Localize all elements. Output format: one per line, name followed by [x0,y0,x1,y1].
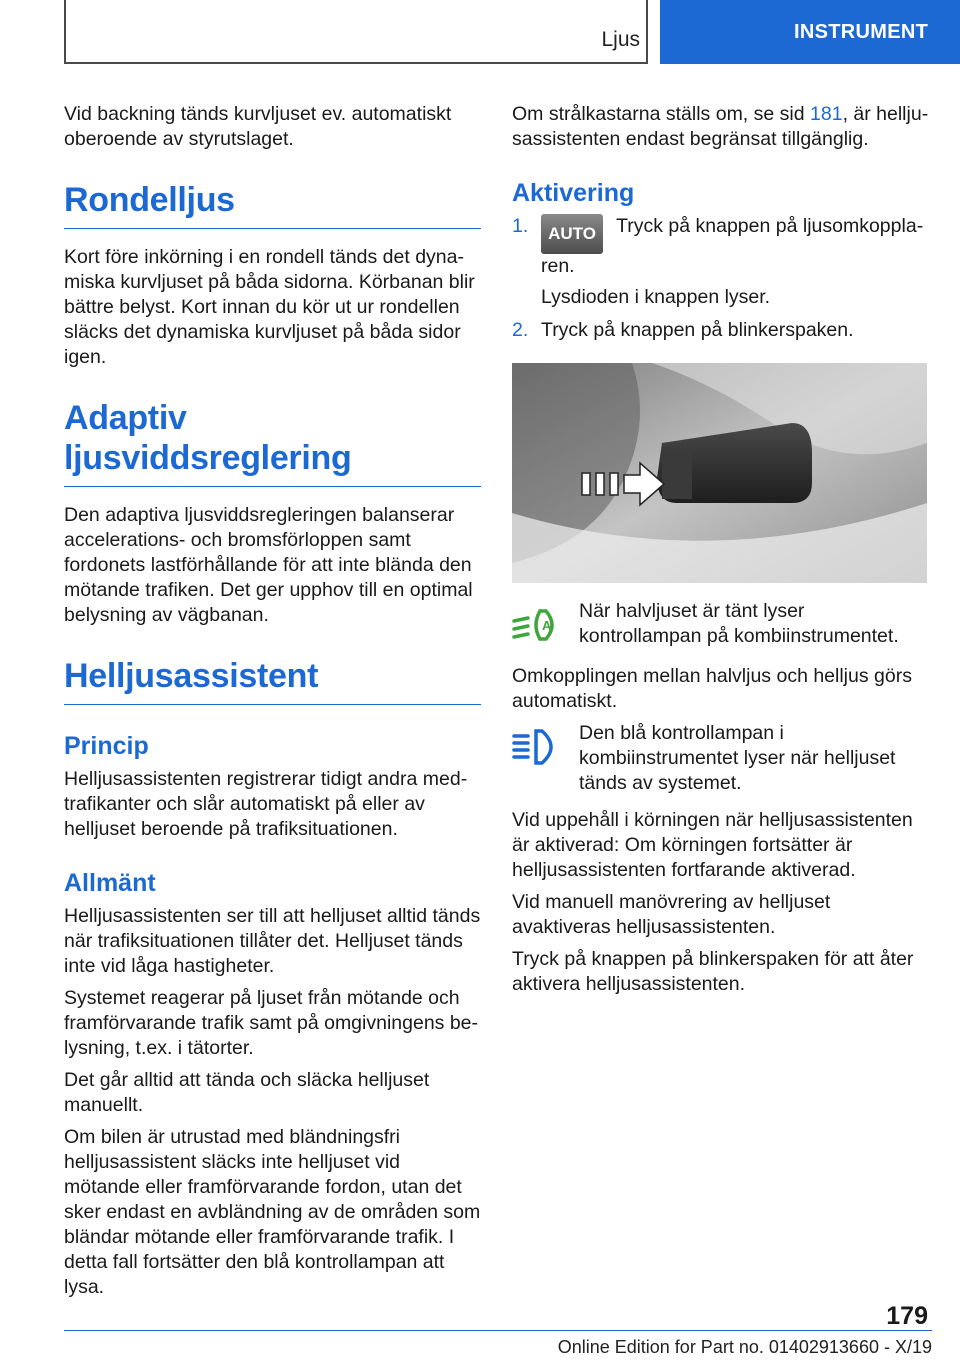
footer-edition: Online Edition for Part no. 01402913660 - X/19 [557,1337,932,1357]
right-intro-a: Om strålkastarna ställs om, se sid [512,103,811,125]
heading-princip: Princip [64,732,149,760]
low-beam-green-icon [512,599,579,652]
green-indicator-text: När halvljuset är tänt lyser kontrollampan på kombiinstrumentet. [579,600,899,647]
adaptiv-text: Den adaptiva ljusviddsregleringen balanserar accelerations- och bromsförloppen samt fordonets lastförhållande för att inte blända den mötande trafiken. Det ger upphov till en optimal belysning av vägbanan. [64,504,473,626]
chapter-tab[interactable]: INSTRUMENT [660,0,960,64]
right-column [512,102,930,1004]
footer-divider [64,1330,932,1331]
right-intro [512,102,930,152]
blue-indicator-row [512,721,930,796]
svg-text:A: A [542,618,552,633]
uppehall-text: Vid uppehåll i körningen när helljusassistenten är aktiverad: Om körningen fortsätter är helljusassistenten fortfarande aktiverad. [512,809,913,881]
turn-signal-lever-photo [512,363,927,583]
header-box [64,0,648,64]
blue-indicator-text: Den blå kontrollampan i kombiinstrumentet lyser när helljuset tänds av systemet. [579,722,896,794]
high-beam-blue-icon [512,721,579,796]
allmant-text-2: Systemet reagerar på ljuset från mötande och framförvarande trafik samt på omgivningens belysning, t.ex. i tätorter. [64,987,479,1059]
manuell-text: Vid manuell manövrering av helljuset avaktiveras helljusassistenten. [512,891,831,938]
allmant-text-3: Det går alltid att tända och släcka helljuset manuellt. [64,1069,430,1116]
allmant-text-1: Helljusassistenten ser till att helljuset alltid tänds när trafiksituationen tillåter det. Helljuset tänds inte vid låga hastigheter. [64,905,481,977]
step-1-body [541,214,930,279]
heading-allmant: Allmänt [64,869,156,897]
green-indicator-row [512,599,930,652]
step-1-text: Tryck på knappen på ljusomkopplaren. [541,215,924,277]
heading-helljusassistent: Helljusassistent [64,656,481,705]
step-1-subtext: Lysdioden i knappen lyser. [541,286,771,308]
princip-text: Helljusassistenten registrerar tidigt andra medtrafikanter och slår automatiskt på eller av helljuset beroende på trafiksituationen. [64,768,468,840]
step-1 [512,214,930,279]
left-column [64,102,481,1307]
step-2 [512,318,930,343]
right-intro-b: , är helljusassistenten endast begränsat tillgänglig. [512,103,929,150]
allmant-text-4: Om bilen är utrustad med bländningsfri helljusassistent släcks inte helljuset vid mötande eller framförvarande fordon, utan det sker endast en avbländning av de områden som bländar mötande eller framförvarande trafik. I detta fall fortsätter den blå kontrollampan att lysa. [64,1126,481,1298]
auto-button-icon: AUTO [541,214,603,254]
section-title: Ljus [601,28,640,51]
page-link-181[interactable]: 181 [810,103,843,125]
step-2-text: Tryck på knappen på blinkerspaken. [541,319,854,341]
intro-text: Vid backning tänds kurvljuset ev. automatiskt oberoende av styrutslaget. [64,103,452,150]
page-number: 179 [886,1302,928,1330]
rondelljus-text: Kort före inkörning i en rondell tänds det dynamiska kurvljuset på båda sidorna. Körbanan blir bättre belyst. Kort innan du kör ut ur rondellen släcks det dynamiska kurvljuset på båda sidor igen. [64,246,475,368]
heading-aktivering: Aktivering [512,179,635,207]
tryck-text: Tryck på knappen på blinkerspaken för att åter aktivera helljusassistenten. [512,948,914,995]
step-2-number: 2. [512,319,529,341]
step-1-number: 1. [512,215,529,237]
heading-rondelljus: Rondelljus [64,180,481,229]
heading-adaptiv: Adaptiv ljusviddsreglering [64,398,481,487]
omkoppling-text: Omkopplingen mellan halvljus och helljus görs automatiskt. [512,665,912,712]
